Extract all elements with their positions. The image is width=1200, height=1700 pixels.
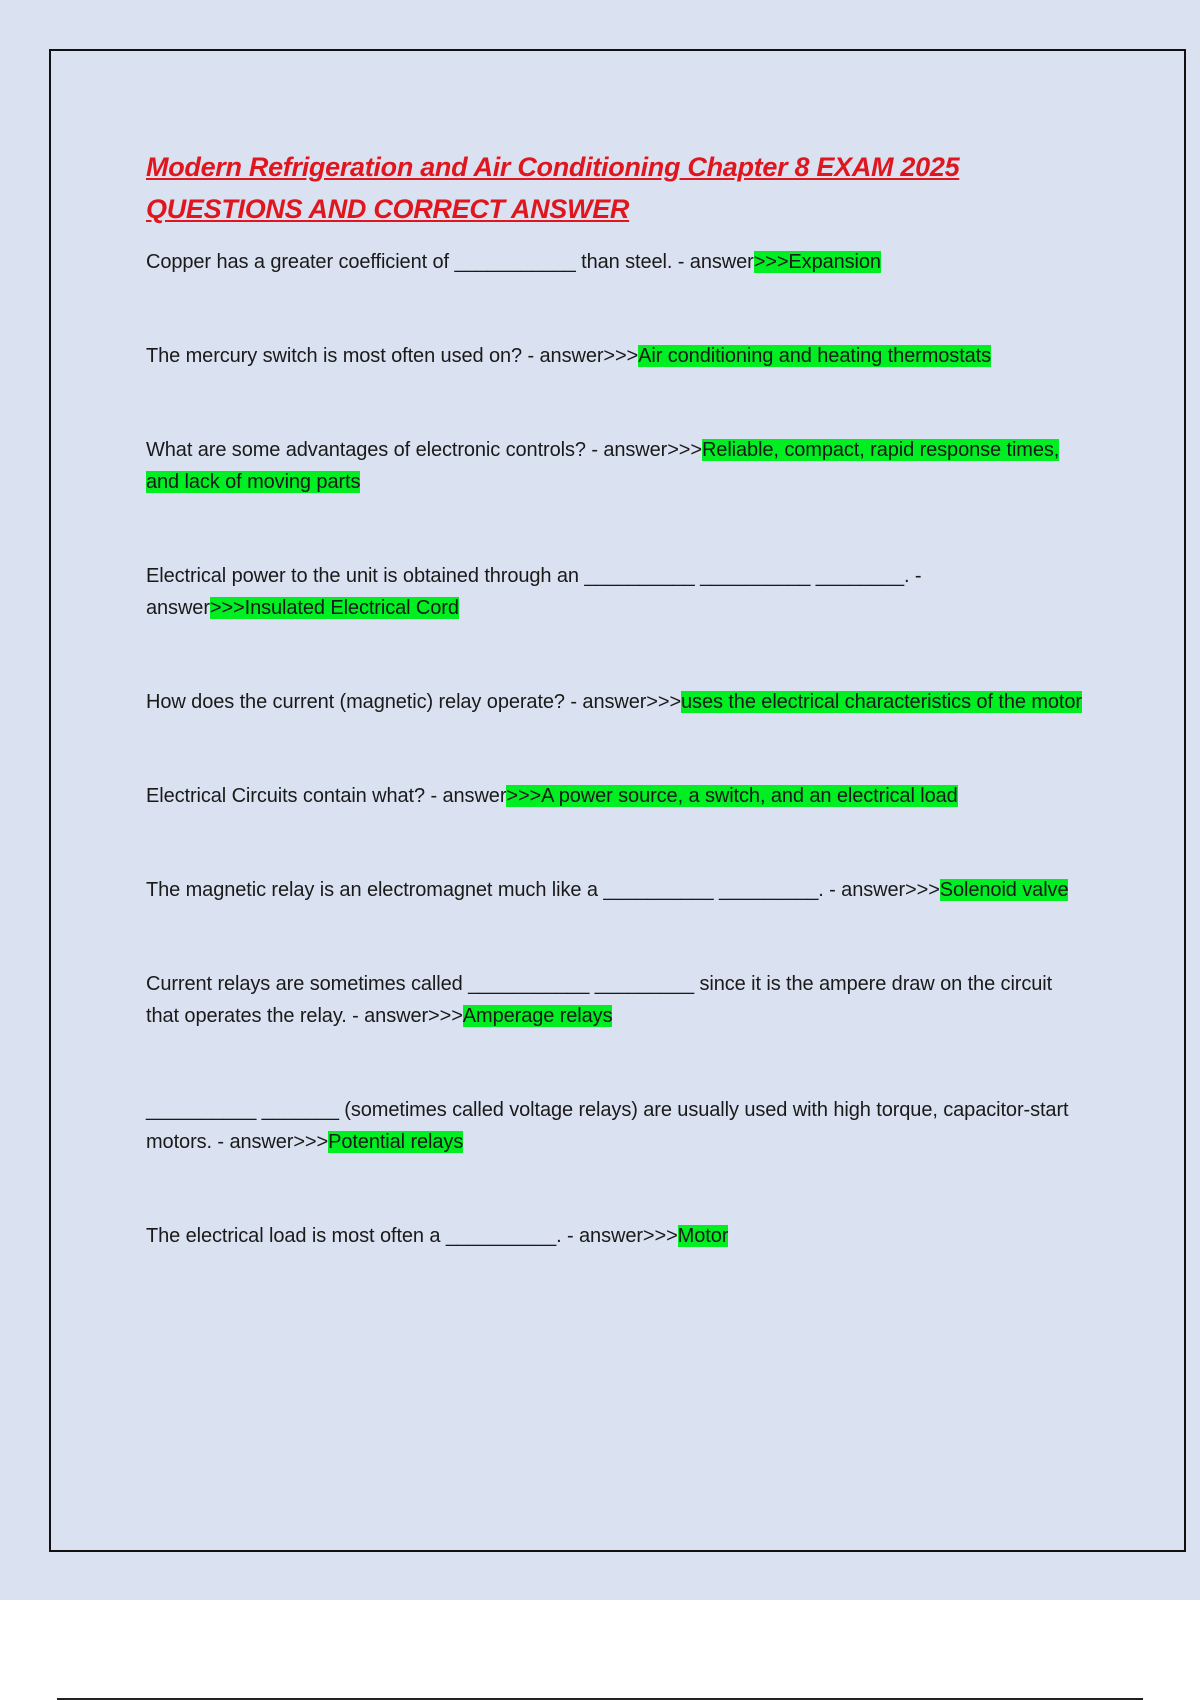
qa-item xyxy=(146,968,1086,1032)
answer-highlight: Reliable, compact, rapid response times, and lack of moving parts xyxy=(146,439,1060,493)
qa-item xyxy=(146,780,1086,812)
question-text: Electrical power to the unit is obtained through an __________ __________ ________. - answer xyxy=(146,565,922,619)
qa-item xyxy=(146,560,1086,624)
answer-highlight: >>>A power source, a switch, and an electrical load xyxy=(506,785,958,807)
question-text: The mercury switch is most often used on? - answer>>> xyxy=(146,345,639,367)
qa-item xyxy=(146,874,1086,906)
question-text: __________ _______ (sometimes called voltage relays) are usually used with high torque, capacitor-start motors. - answer>>> xyxy=(146,1099,1069,1153)
answer-highlight: Amperage relays xyxy=(462,1005,613,1027)
answer-highlight: Solenoid valve xyxy=(939,879,1069,901)
question-text: Copper has a greater coefficient of ___________ than steel. - answer xyxy=(146,251,754,273)
answer-highlight: Motor xyxy=(677,1225,729,1247)
question-text: What are some advantages of electronic controls? - answer>>> xyxy=(146,439,702,461)
qa-item xyxy=(146,340,1086,372)
question-text: The magnetic relay is an electromagnet much like a __________ _________. - answer>>> xyxy=(146,879,940,901)
title-line-2: QUESTIONS AND CORRECT ANSWER xyxy=(146,194,630,224)
qa-item xyxy=(146,246,1086,278)
answer-highlight: uses the electrical characteristics of the motor xyxy=(681,691,1082,713)
qa-item xyxy=(146,1220,1086,1252)
qa-item xyxy=(146,686,1086,718)
answer-highlight: >>>Insulated Electrical Cord xyxy=(209,597,459,619)
question-text: The electrical load is most often a __________. - answer>>> xyxy=(146,1225,678,1247)
answer-highlight: >>>Expansion xyxy=(753,251,881,273)
title-line-1: Modern Refrigeration and Air Conditioning Chapter 8 EXAM 2025 xyxy=(146,152,960,182)
qa-item xyxy=(146,1094,1086,1158)
question-text: Current relays are sometimes called ___________ _________ since it is the ampere draw on the circuit that operates the relay. - answer>>> xyxy=(146,973,1053,1027)
question-text: How does the current (magnetic) relay operate? - answer>>> xyxy=(146,691,682,713)
question-text: Electrical Circuits contain what? - answer xyxy=(146,785,507,807)
document-title xyxy=(146,146,1086,230)
answer-highlight: Potential relays xyxy=(328,1131,464,1153)
document-body xyxy=(146,146,1086,1252)
answer-highlight: Air conditioning and heating thermostats xyxy=(638,345,992,367)
qa-item xyxy=(146,434,1086,498)
